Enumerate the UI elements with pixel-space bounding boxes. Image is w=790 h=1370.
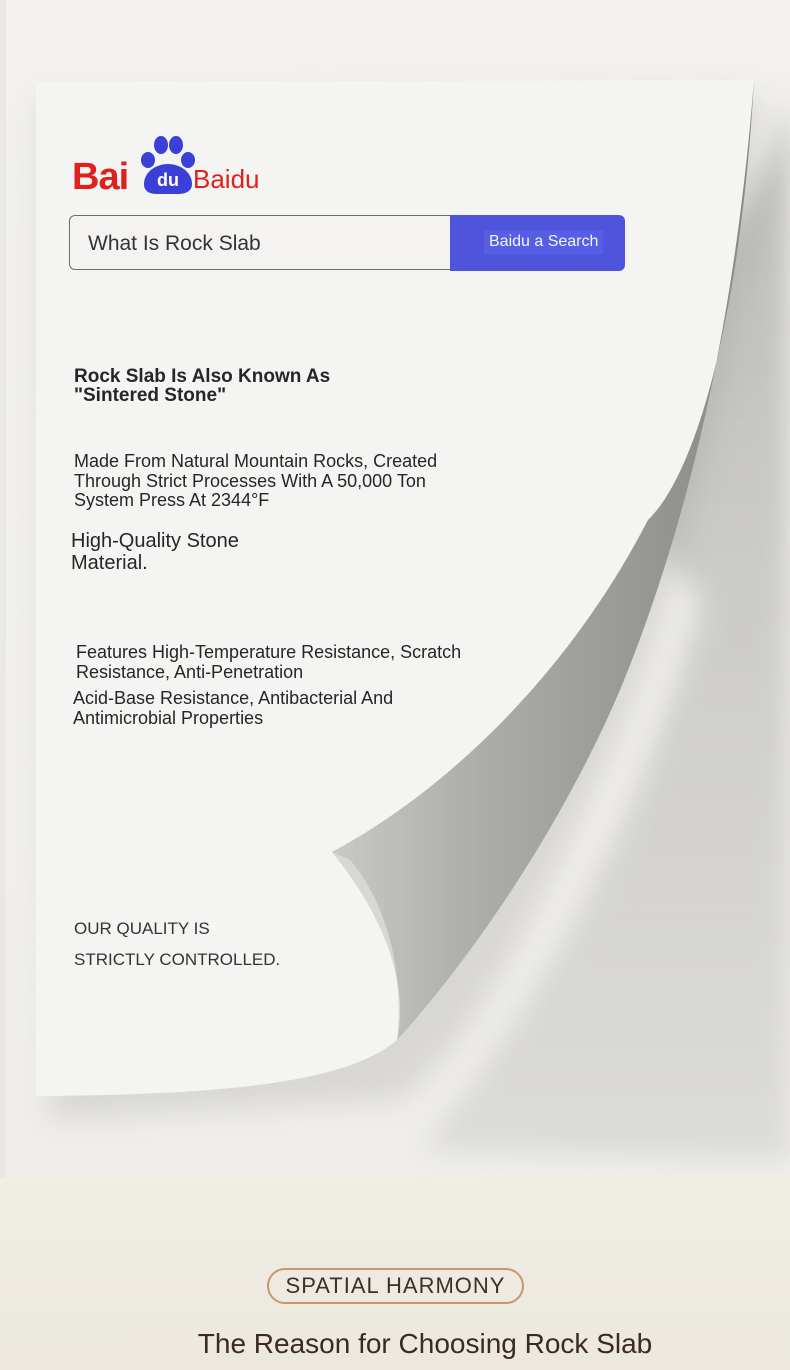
quality-line-2: STRICTLY CONTROLLED. [74,950,281,969]
heading-high-quality: High-Quality Stone Material. [71,530,239,574]
paragraph-acid-base: Acid-Base Resistance, Antibacterial And Antimicrobial Properties [73,688,394,728]
quality-statement [74,913,280,975]
baidu-brand-name: Baidu [193,164,260,194]
baidu-logo-mark: Bai [72,156,129,198]
search-query-text: What Is Rock Slab [88,232,261,255]
section-title: The Reason for Choosing Rock Slab [197,1328,653,1359]
heading-sintered-stone: Rock Slab Is Also Known As "Sintered Stone" [74,366,331,406]
search-button-label: Baidu a Search [484,230,603,254]
quality-line-1: OUR QUALITY IS [74,919,210,938]
paw-icon [138,134,198,194]
paragraph-made-from: Made From Natural Mountain Rocks, Created Through Strict Processes With A 50,000 Ton System Press At 2344°F [74,451,438,510]
baidu-logo [72,134,272,196]
baidu-logo-du: du [157,170,179,190]
paragraph-features: Features High-Temperature Resistance, Scratch Resistance, Anti-Penetration [76,642,462,682]
spatial-harmony-badge: SPATIAL HARMONY [267,1268,524,1304]
search-button[interactable] [450,215,625,271]
search-input[interactable] [69,215,450,270]
